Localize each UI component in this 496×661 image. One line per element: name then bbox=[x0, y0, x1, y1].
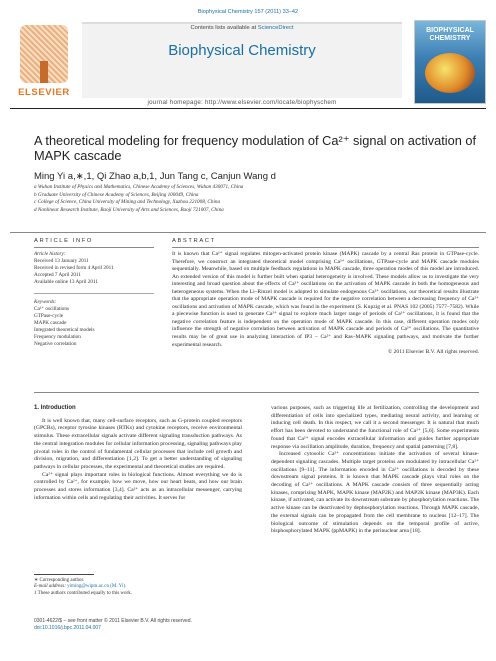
history-item: Received 13 January 2011 bbox=[34, 258, 89, 264]
affiliation-item: a Wuhan Institute of Physics and Mathematics, Chinese Academy of Sciences, Wuhan 430071, China bbox=[34, 184, 244, 190]
footnotes bbox=[34, 574, 242, 597]
affiliation-item: c College of Science, China University of Mining and Technology, Xuzhou 221008, China bbox=[34, 199, 221, 206]
history-item: Available online 13 April 2011 bbox=[34, 279, 98, 285]
journal-header-box bbox=[82, 22, 402, 98]
body-rule bbox=[34, 392, 479, 393]
paragraph: Increased cytosolic Ca²⁺ concentrations initiate the activation of several kinase-dependent signaling cascades. Multiple target proteins are modulated by intracellular Ca²⁺ oscillations [9–11]. The information encoded in Ca²⁺ oscillations is decoded by these downstream signal proteins. It is known that MAPK cascade plays vital roles on the decoding of Ca²⁺ oscillations. A MAPK cascade consists of three sequentially acting kinases, comprising MAPK, MAPK kinase (MAP2K) and MAP2K kinase (MAP3K). Each kinase, if activated, can activate its downstream substrate by phosphorylation reactions. The active kinase can be deactivated by dephosphorylation reactions. Through MAPK cascade, the external signals can be propagated from the cell membrane to nucleus [12–17]. The biological outcome of stimulation depends on the temporal profile of active, bisphosphorylated MAPK (ppMAPK) in the perinuclear area [18]. bbox=[271, 451, 479, 535]
contents-prefix: Contents lists available at bbox=[190, 25, 258, 31]
elsevier-wordmark: ELSEVIER bbox=[18, 87, 70, 98]
abstract-rule bbox=[172, 247, 479, 248]
journal-reference-link[interactable]: Biophysical Chemistry 157 (2011) 33–42 bbox=[197, 9, 299, 15]
paragraph: various purposes, such as triggering life at fertilization, controlling the development and differentiation of cells into specialized types, mediating neural activity, and learning or inducing cell death. In this respect, we call it a second messenger. It is natural that much effort has been devoted to understand the functional role of Ca²⁺ [5,6]. Some experiments found that Ca²⁺ signal encodes extracellular information and guides further appropriate response via oscillation amplitude, duration, frequency and spatial patterning [7,8]. bbox=[271, 405, 479, 450]
cover-title: BIOPHYSICAL CHEMISTRY bbox=[426, 27, 474, 42]
body-right-column bbox=[271, 405, 479, 536]
paragraph: It is well known that, many cell-surface receptors, such as G-protein coupled receptors (GPCRs), receptor tyrosine kinases (RTKs) and cytokine receptors, receive environmental stimulus. These extracellular signals activate different signaling transduction pathways. As the central integration modules for cellular information processing, signaling pathways play pivotal roles in the control of fundamental cellular processes that include cell growth and division, migration, and differentiation [1,2]. To get a better understanding of signaling pathways in cellular processes, the experimental and theoretical studies are required. bbox=[34, 417, 242, 470]
footnote-equal-contribution: 1 These authors contributed equally to this work. bbox=[34, 590, 132, 596]
author-list[interactable]: Ming Yi a,∗,1, Qi Zhao a,b,1, Jun Tang c, Canjun Wang d bbox=[34, 171, 276, 182]
keyword-item: GTPase-cycle bbox=[34, 313, 64, 319]
email-link[interactable]: yiming@wipm.ac.cn (M. Yi). bbox=[67, 584, 127, 590]
article-info-heading: ARTICLE INFO bbox=[34, 238, 94, 244]
affiliations bbox=[34, 184, 479, 214]
affiliation-rule bbox=[10, 232, 486, 233]
journal-homepage[interactable]: journal homepage: http://www.elsevier.com/locate/biophyschem bbox=[147, 99, 337, 106]
issn-line: 0301-4622/$ – see front matter © 2011 Elsevier B.V. All rights reserved. bbox=[34, 618, 192, 624]
keyword-item: MAPK cascade bbox=[34, 320, 67, 326]
body-left-column bbox=[34, 405, 242, 502]
abstract bbox=[172, 251, 479, 357]
affiliation-item: b Graduate University of Chinese Academy of Sciences, Beijing 100049, China bbox=[34, 191, 199, 198]
keywords-label: Keywords: bbox=[34, 299, 57, 305]
page-footer bbox=[34, 618, 242, 631]
footnote-corresponding: ∗ Corresponding author. bbox=[34, 578, 85, 583]
paragraph: Ca²⁺ signal plays important roles in biological functions. Almost everything we do is controlled by Ca²⁺, for example, how we move, how our heart beats, and how our brain processes and stores information [3,4]. Ca²⁺ acts as an intracellular messenger, carrying information within cells and regulating their activities. It serves for bbox=[34, 471, 242, 501]
history-label: Article history: bbox=[34, 251, 66, 257]
contents-line bbox=[82, 25, 402, 31]
doi-link[interactable]: doi:10.1016/j.bpc.2011.04.007 bbox=[34, 624, 101, 631]
keywords bbox=[34, 293, 154, 348]
article-info bbox=[34, 251, 154, 355]
history-item: Received in revised form 4 April 2011 bbox=[34, 265, 114, 271]
info-rule bbox=[34, 247, 154, 248]
elsevier-trunk bbox=[40, 61, 48, 83]
copyright: © 2011 Elsevier B.V. All rights reserved. bbox=[388, 349, 479, 356]
history-item: Accepted 7 April 2011 bbox=[34, 272, 81, 278]
keyword-item: Frequency modulation bbox=[34, 334, 81, 340]
abstract-heading: ABSTRACT bbox=[172, 238, 216, 244]
article-history bbox=[34, 251, 154, 286]
journal-title[interactable]: Biophysical Chemistry bbox=[168, 42, 316, 59]
sciencedirect-link[interactable]: ScienceDirect bbox=[257, 25, 294, 31]
email-label: E-mail address: bbox=[34, 584, 68, 590]
header-rule bbox=[10, 108, 486, 109]
elsevier-logo bbox=[12, 21, 76, 101]
keyword-item: Negative correlation bbox=[34, 341, 77, 347]
article-title: A theoretical modeling for frequency modulation of Ca²⁺ signal on activation of MAPK cascade bbox=[34, 133, 477, 163]
section-heading-introduction: 1. Introduction bbox=[34, 405, 76, 411]
journal-cover-image bbox=[414, 20, 486, 104]
journal-reference bbox=[0, 9, 496, 15]
abstract-text: It is known that Ca²⁺ signal regulates mitogen-activated protein kinase (MAPK) cascade by a central Ras protein in GTPase-cycle. Therefore, we construct an integrated theoretical model comprising Ca²⁺ oscillations, GTPase-cycle and MAPK cascade modules sequentially. Meanwhile, based on multiple feedback regulations in MAPK cascade, three operation modes of this model are introduced. An extended version of this model is further built when spatial heterogeneity is involved. These models allow us to investigate the very interesting and broad question about the effects of Ca²⁺ oscillations on the activation of MAPK cascade in both the homogeneous and heterogeneous systems. When the Li–Rinzel model is adopted to simulate endogenous Ca²⁺ oscillations, our theoretical results illustrate that the appropriate operation mode of MAPK cascade is required for the negative correlation between a decreasing frequency of Ca²⁺ oscillations and activation of MAPK cascade, which was found in the experiment (S. Kupzig et al. PNAS 102 (2005) 7577–7582). While a piecewise function is used to generate Ca²⁺ signal to explore much larger range of periods of Ca²⁺ oscillations, it is found that the negative correlation feature is independent on the operation mode of MAPK cascade. In this case, different operation modes only influence the strength of negative correlation between activation of MAPK cascade and periods of Ca²⁺ oscillations. The quantitative results may be of great use in analyzing interaction of IP3 − Ca²⁺ and Ras–MAPK signaling pathways, and motivate the further experimental research. bbox=[172, 251, 479, 348]
footnote-separator bbox=[34, 574, 94, 575]
keyword-item: Ca²⁺ oscillations bbox=[34, 306, 69, 312]
cover-artwork bbox=[425, 53, 475, 93]
keyword-item: Integrated theoretical models bbox=[34, 327, 95, 333]
affiliation-item: d Nonlinear Research Institute, Baoji University of Arts and Sciences, Baoji 721007, China bbox=[34, 206, 224, 213]
